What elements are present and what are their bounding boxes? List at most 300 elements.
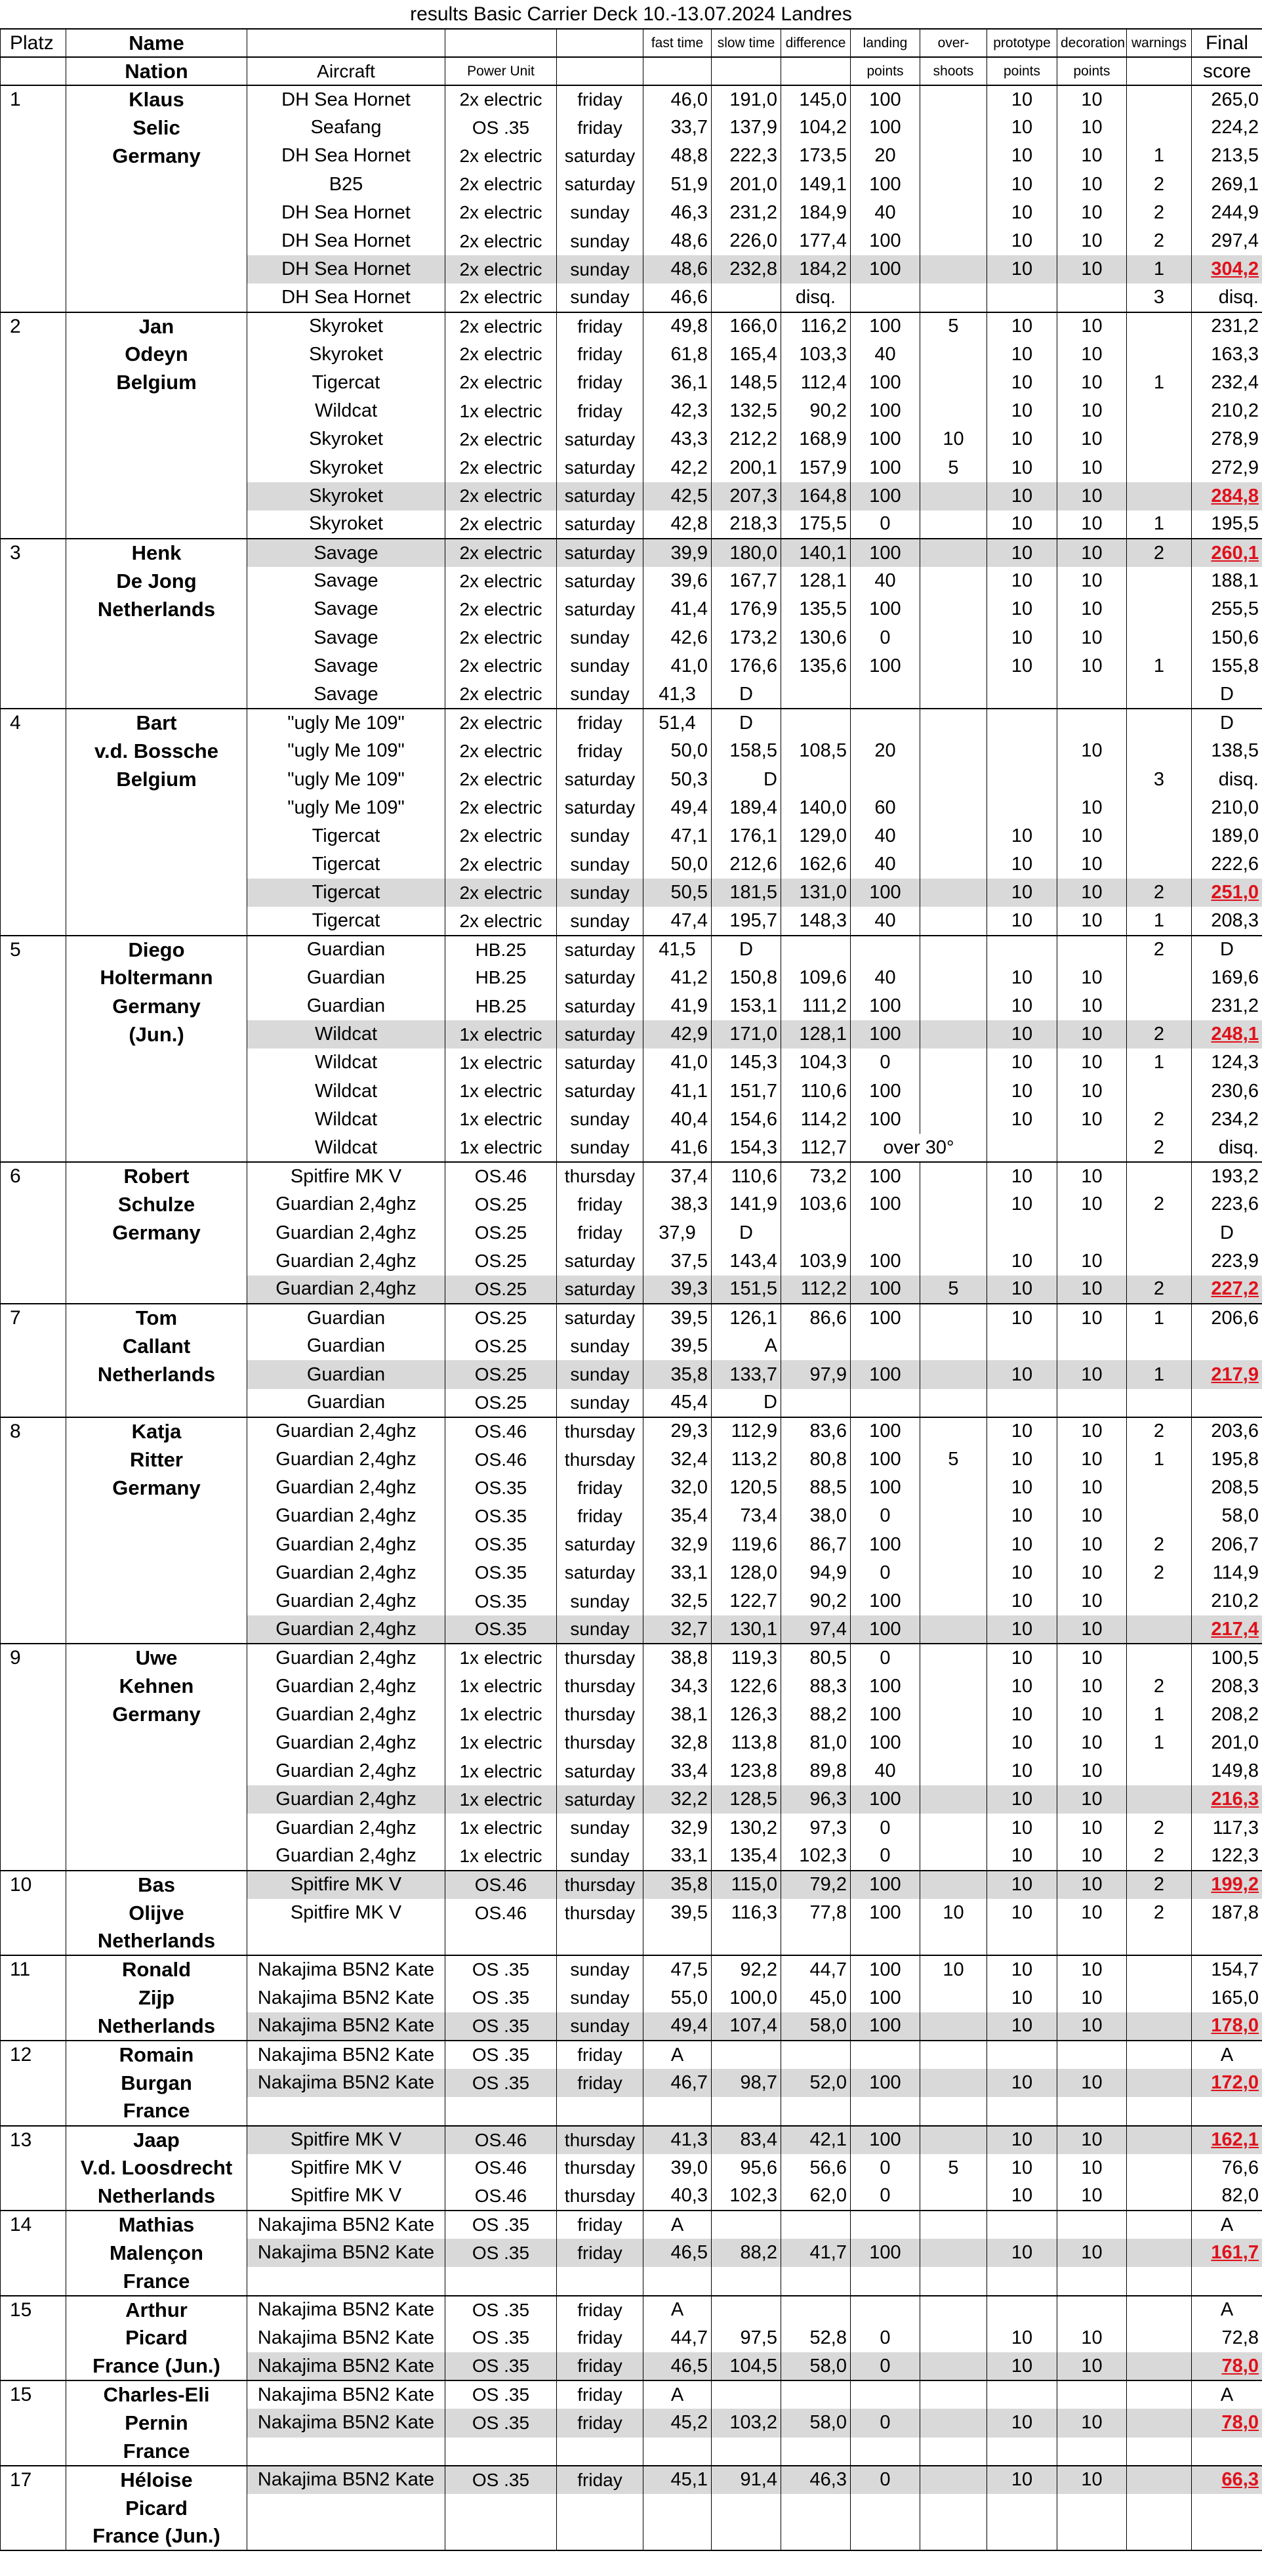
cell-decoration-points: 10 <box>1057 595 1127 623</box>
cell-overshoots <box>920 2296 987 2324</box>
cell-platz <box>1 341 66 369</box>
cell-final-score: 208,2 <box>1192 1701 1262 1729</box>
cell-aircraft: Wildcat <box>247 397 445 425</box>
cell-slow-time: 128,0 <box>712 1559 781 1587</box>
cell-decoration-points <box>1057 2494 1127 2522</box>
cell-platz <box>1 1502 66 1530</box>
cell-warnings: 2 <box>1127 936 1192 964</box>
cell-fast-time: 46,0 <box>643 85 712 114</box>
cell-decoration-points: 10 <box>1057 2182 1127 2211</box>
cell-day: friday <box>557 2409 643 2437</box>
cell-slow-time: A <box>712 1332 781 1360</box>
cell-power-unit: OS.35 <box>445 1531 557 1559</box>
cell-prototype-points: 10 <box>987 1587 1057 1615</box>
cell-name <box>66 283 247 312</box>
cell-day: friday <box>557 1190 643 1218</box>
cell-fast-time <box>643 2097 712 2125</box>
cell-overshoots: 5 <box>920 2154 987 2182</box>
cell-power-unit: 2x electric <box>445 199 557 227</box>
cell-day: sunday <box>557 680 643 709</box>
cell-slow-time: D <box>712 1219 781 1247</box>
cell-platz <box>1 2438 66 2466</box>
cell-difference: 149,1 <box>781 171 851 199</box>
cell-difference: 88,3 <box>781 1672 851 1701</box>
cell-warnings <box>1127 425 1192 453</box>
cell-decoration-points: 10 <box>1057 567 1127 595</box>
cell-power-unit: 2x electric <box>445 283 557 312</box>
cell-overshoots <box>920 171 987 199</box>
cell-power-unit: 2x electric <box>445 312 557 341</box>
cell-difference: 112,4 <box>781 369 851 397</box>
cell-aircraft: Nakajima B5N2 Kate <box>247 1955 445 1984</box>
cell-decoration-points: 10 <box>1057 369 1127 397</box>
cell-warnings <box>1127 1984 1192 2012</box>
cell-platz: 15 <box>1 2296 66 2324</box>
cell-name <box>66 1615 247 1644</box>
cell-slow-time: 145,3 <box>712 1049 781 1077</box>
cell-landing-points <box>851 1332 920 1360</box>
cell-warnings <box>1127 1955 1192 1984</box>
cell-prototype-points <box>987 2438 1057 2466</box>
table-row <box>1 2041 1262 2069</box>
cell-power-unit: 2x electric <box>445 142 557 170</box>
cell-day: friday <box>557 369 643 397</box>
cell-warnings: 1 <box>1127 1304 1192 1332</box>
cell-day: sunday <box>557 907 643 935</box>
cell-power-unit: OS .35 <box>445 2352 557 2380</box>
cell-fast-time <box>643 2522 712 2550</box>
cell-name: Bart <box>66 709 247 737</box>
cell-warnings: 2 <box>1127 1842 1192 1871</box>
cell-difference: 89,8 <box>781 1757 851 1785</box>
cell-aircraft: DH Sea Hornet <box>247 142 445 170</box>
cell-power-unit: 2x electric <box>445 794 557 822</box>
cell-decoration-points: 10 <box>1057 142 1127 170</box>
cell-day: thursday <box>557 1417 643 1445</box>
cell-landing-points <box>851 2211 920 2239</box>
cell-aircraft <box>247 2097 445 2125</box>
cell-decoration-points <box>1057 1219 1127 1247</box>
cell-fast-time: 49,4 <box>643 2012 712 2041</box>
cell-prototype-points: 10 <box>987 2126 1057 2154</box>
cell-slow-time: 191,0 <box>712 85 781 114</box>
cell-prototype-points: 10 <box>987 624 1057 652</box>
cell-final-score: 82,0 <box>1192 2182 1262 2211</box>
cell-difference: 184,9 <box>781 199 851 227</box>
cell-warnings: 1 <box>1127 1445 1192 1474</box>
cell-aircraft: Tigercat <box>247 907 445 935</box>
cell-name <box>66 482 247 510</box>
cell-landing-points <box>851 2380 920 2409</box>
cell-name: France <box>66 2097 247 2125</box>
cell-overshoots <box>920 114 987 142</box>
cell-final-score: 244,9 <box>1192 199 1262 227</box>
cell-prototype-points: 10 <box>987 1814 1057 1842</box>
cell-decoration-points: 10 <box>1057 227 1127 255</box>
cell-day: sunday <box>557 1332 643 1360</box>
cell-fast-time <box>643 1927 712 1955</box>
cell-day: sunday <box>557 255 643 283</box>
cell-prototype-points: 10 <box>987 1729 1057 1757</box>
cell-final-score: 201,0 <box>1192 1729 1262 1757</box>
cell-difference <box>781 680 851 709</box>
cell-decoration-points: 10 <box>1057 2352 1127 2380</box>
cell-landing-points: 100 <box>851 2012 920 2041</box>
cell-power-unit: OS .35 <box>445 2069 557 2097</box>
cell-decoration-points: 10 <box>1057 2239 1127 2267</box>
cell-aircraft: Skyroket <box>247 425 445 453</box>
cell-difference: 88,5 <box>781 1474 851 1502</box>
cell-overshoots <box>920 539 987 567</box>
cell-fast-time: 50,0 <box>643 850 712 879</box>
cell-overshoots <box>920 1785 987 1814</box>
header-prototype-points: points <box>987 57 1057 85</box>
cell-fast-time: 37,9 <box>643 1219 712 1247</box>
cell-landing-points: 100 <box>851 1162 920 1190</box>
table-row <box>1 1474 1262 1502</box>
cell-platz <box>1 1729 66 1757</box>
cell-slow-time: 176,1 <box>712 822 781 850</box>
cell-overshoots <box>920 936 987 964</box>
cell-overshoots <box>920 964 987 992</box>
cell-aircraft: Guardian <box>247 992 445 1020</box>
cell-landing-points <box>851 709 920 737</box>
cell-slow-time: D <box>712 936 781 964</box>
cell-warnings: 2 <box>1127 1417 1192 1445</box>
table-row <box>1 1955 1262 1984</box>
cell-name: Burgan <box>66 2069 247 2097</box>
cell-difference: 80,5 <box>781 1644 851 1672</box>
cell-overshoots <box>920 397 987 425</box>
cell-fast-time: 41,2 <box>643 964 712 992</box>
cell-slow-time: 95,6 <box>712 2154 781 2182</box>
cell-power-unit: HB.25 <box>445 964 557 992</box>
cell-slow-time: 231,2 <box>712 199 781 227</box>
cell-warnings <box>1127 1219 1192 1247</box>
cell-decoration-points: 10 <box>1057 992 1127 1020</box>
cell-day: saturday <box>557 510 643 539</box>
cell-slow-time: 112,9 <box>712 1417 781 1445</box>
cell-decoration-points: 10 <box>1057 1162 1127 1190</box>
cell-difference <box>781 1332 851 1360</box>
cell-decoration-points: 10 <box>1057 341 1127 369</box>
cell-decoration-points: 10 <box>1057 1531 1127 1559</box>
cell-day: friday <box>557 2380 643 2409</box>
cell-warnings <box>1127 2352 1192 2380</box>
cell-prototype-points <box>987 1219 1057 1247</box>
cell-aircraft: Spitfire MK V <box>247 1162 445 1190</box>
table-row <box>1 1389 1262 1417</box>
cell-slow-time <box>712 2296 781 2324</box>
cell-difference <box>781 766 851 794</box>
cell-difference: 130,6 <box>781 624 851 652</box>
cell-decoration-points: 10 <box>1057 1899 1127 1927</box>
cell-final-score: D <box>1192 1219 1262 1247</box>
cell-overshoots <box>920 737 987 765</box>
cell-prototype-points: 10 <box>987 2352 1057 2380</box>
cell-power-unit: 2x electric <box>445 539 557 567</box>
cell-fast-time: 45,2 <box>643 2409 712 2437</box>
cell-final-score: A <box>1192 2296 1262 2324</box>
cell-fast-time: 37,5 <box>643 1247 712 1276</box>
cell-power-unit: OS .35 <box>445 2041 557 2069</box>
cell-platz <box>1 1757 66 1785</box>
cell-platz <box>1 737 66 765</box>
table-row <box>1 255 1262 283</box>
cell-slow-time: 126,3 <box>712 1701 781 1729</box>
cell-landing-points: 100 <box>851 1672 920 1701</box>
table-row <box>1 2267 1262 2295</box>
table-row <box>1 1615 1262 1644</box>
cell-overshoots <box>920 2494 987 2522</box>
cell-warnings <box>1127 2097 1192 2125</box>
table-row <box>1 114 1262 142</box>
cell-day: friday <box>557 2296 643 2324</box>
cell-decoration-points <box>1057 1332 1127 1360</box>
cell-day: friday <box>557 1502 643 1530</box>
cell-final-score: 76,6 <box>1192 2154 1262 2182</box>
cell-warnings <box>1127 2154 1192 2182</box>
cell-aircraft: Savage <box>247 624 445 652</box>
cell-warnings: 2 <box>1127 1106 1192 1134</box>
cell-fast-time: 43,3 <box>643 425 712 453</box>
cell-prototype-points: 10 <box>987 1162 1057 1190</box>
cell-final-score: D <box>1192 680 1262 709</box>
cell-platz <box>1 1077 66 1106</box>
cell-slow-time <box>712 2438 781 2466</box>
cell-power-unit: HB.25 <box>445 936 557 964</box>
cell-power-unit: 2x electric <box>445 425 557 453</box>
cell-prototype-points: 10 <box>987 1672 1057 1701</box>
cell-platz <box>1 879 66 907</box>
cell-decoration-points: 10 <box>1057 397 1127 425</box>
cell-slow-time: 222,3 <box>712 142 781 170</box>
cell-landing-points: 100 <box>851 1077 920 1106</box>
cell-fast-time: 38,1 <box>643 1701 712 1729</box>
cell-warnings <box>1127 1332 1192 1360</box>
table-row <box>1 425 1262 453</box>
cell-platz: 8 <box>1 1417 66 1445</box>
cell-prototype-points <box>987 2267 1057 2295</box>
cell-prototype-points <box>987 2296 1057 2324</box>
header-final: Final <box>1192 29 1262 57</box>
cell-final-score <box>1192 1927 1262 1955</box>
cell-fast-time: 34,3 <box>643 1672 712 1701</box>
cell-final-score: 248,1 <box>1192 1020 1262 1049</box>
cell-prototype-points: 10 <box>987 2069 1057 2097</box>
cell-slow-time: 100,0 <box>712 1984 781 2012</box>
cell-prototype-points: 10 <box>987 1077 1057 1106</box>
cell-prototype-points: 10 <box>987 114 1057 142</box>
cell-warnings: 2 <box>1127 171 1192 199</box>
cell-decoration-points: 10 <box>1057 510 1127 539</box>
cell-platz <box>1 1134 66 1162</box>
cell-name <box>66 1247 247 1276</box>
cell-difference <box>781 2380 851 2409</box>
table-row <box>1 2211 1262 2239</box>
cell-platz <box>1 1049 66 1077</box>
cell-slow-time: 83,4 <box>712 2126 781 2154</box>
cell-overshoots <box>920 822 987 850</box>
cell-slow-time <box>712 2097 781 2125</box>
cell-overshoots <box>920 1049 987 1077</box>
cell-final-score: D <box>1192 709 1262 737</box>
cell-overshoots <box>920 879 987 907</box>
cell-day: thursday <box>557 1871 643 1899</box>
cell-slow-time: 165,4 <box>712 341 781 369</box>
cell-warnings <box>1127 1927 1192 1955</box>
cell-difference <box>781 2296 851 2324</box>
cell-platz: 1 <box>1 85 66 114</box>
cell-difference: 83,6 <box>781 1417 851 1445</box>
cell-landing-points: 100 <box>851 1190 920 1218</box>
cell-platz <box>1 1927 66 1955</box>
cell-final-score <box>1192 2097 1262 2125</box>
cell-warnings <box>1127 2296 1192 2324</box>
table-row <box>1 2182 1262 2211</box>
cell-landing-points: 40 <box>851 907 920 935</box>
cell-fast-time: 47,4 <box>643 907 712 935</box>
cell-platz <box>1 425 66 453</box>
cell-landing-points: 100 <box>851 2126 920 2154</box>
cell-power-unit: 2x electric <box>445 255 557 283</box>
cell-final-score <box>1192 2267 1262 2295</box>
cell-landing-points: 100 <box>851 1785 920 1814</box>
cell-difference <box>781 1219 851 1247</box>
cell-warnings <box>1127 1587 1192 1615</box>
cell-slow-time: 113,8 <box>712 1729 781 1757</box>
cell-aircraft: Guardian 2,4ghz <box>247 1190 445 1218</box>
cell-prototype-points: 10 <box>987 1417 1057 1445</box>
cell-prototype-points: 10 <box>987 652 1057 680</box>
cell-difference: 103,6 <box>781 1190 851 1218</box>
cell-name: Arthur <box>66 2296 247 2324</box>
cell-prototype-points: 10 <box>987 1871 1057 1899</box>
cell-fast-time: 37,4 <box>643 1162 712 1190</box>
cell-difference: 94,9 <box>781 1559 851 1587</box>
cell-power-unit: 1x electric <box>445 1134 557 1162</box>
cell-slow-time: 153,1 <box>712 992 781 1020</box>
cell-name <box>66 1729 247 1757</box>
cell-decoration-points <box>1057 766 1127 794</box>
cell-warnings: 1 <box>1127 1360 1192 1388</box>
cell-slow-time: 143,4 <box>712 1247 781 1276</box>
cell-name <box>66 850 247 879</box>
cell-prototype-points: 10 <box>987 453 1057 482</box>
table-row <box>1 1927 1262 1955</box>
cell-power-unit <box>445 2494 557 2522</box>
cell-decoration-points: 10 <box>1057 1701 1127 1729</box>
cell-prototype-points <box>987 1332 1057 1360</box>
cell-fast-time: 35,8 <box>643 1871 712 1899</box>
cell-prototype-points: 10 <box>987 1049 1057 1077</box>
table-row <box>1 1842 1262 1871</box>
table-row <box>1 1106 1262 1134</box>
table-row <box>1 2296 1262 2324</box>
cell-fast-time: 40,3 <box>643 2182 712 2211</box>
cell-platz <box>1 283 66 312</box>
cell-platz: 13 <box>1 2126 66 2154</box>
cell-prototype-points: 10 <box>987 255 1057 283</box>
cell-warnings <box>1127 341 1192 369</box>
cell-final-score: 78,0 <box>1192 2352 1262 2380</box>
cell-day: friday <box>557 312 643 341</box>
cell-difference: 129,0 <box>781 822 851 850</box>
cell-decoration-points <box>1057 1389 1127 1417</box>
cell-overshoots <box>920 1615 987 1644</box>
cell-difference <box>781 2267 851 2295</box>
cell-slow-time: 141,9 <box>712 1190 781 1218</box>
cell-fast-time <box>643 2438 712 2466</box>
cell-decoration-points: 10 <box>1057 453 1127 482</box>
cell-final-score: 114,9 <box>1192 1559 1262 1587</box>
cell-power-unit: 2x electric <box>445 737 557 765</box>
cell-overshoots <box>920 1247 987 1276</box>
cell-decoration-points <box>1057 709 1127 737</box>
cell-landing-points <box>851 2522 920 2550</box>
cell-slow-time: 212,6 <box>712 850 781 879</box>
table-row <box>1 1219 1262 1247</box>
cell-decoration-points <box>1057 2097 1127 2125</box>
cell-overshoots <box>920 1417 987 1445</box>
cell-overshoots <box>920 255 987 283</box>
table-row <box>1 1417 1262 1445</box>
cell-overshoots <box>920 1389 987 1417</box>
cell-power-unit: 1x electric <box>445 1842 557 1871</box>
cell-overshoots <box>920 1984 987 2012</box>
cell-slow-time: D <box>712 766 781 794</box>
cell-day: sunday <box>557 1955 643 1984</box>
cell-warnings <box>1127 709 1192 737</box>
cell-name: Zijp <box>66 1984 247 2012</box>
cell-slow-time: 150,8 <box>712 964 781 992</box>
cell-fast-time: 35,4 <box>643 1502 712 1530</box>
cell-slow-time: 126,1 <box>712 1304 781 1332</box>
cell-decoration-points: 10 <box>1057 1729 1127 1757</box>
cell-prototype-points: 10 <box>987 907 1057 935</box>
header-decoration-points: points <box>1057 57 1127 85</box>
cell-name <box>66 1785 247 1814</box>
cell-fast-time: 32,4 <box>643 1445 712 1474</box>
cell-power-unit: 1x electric <box>445 1106 557 1134</box>
cell-aircraft: Nakajima B5N2 Kate <box>247 2069 445 2097</box>
cell-warnings <box>1127 1615 1192 1644</box>
header-landing: landing <box>851 29 920 57</box>
cell-fast-time: 39,6 <box>643 567 712 595</box>
cell-aircraft: DH Sea Hornet <box>247 283 445 312</box>
table-row <box>1 1020 1262 1049</box>
cell-name <box>66 1389 247 1417</box>
cell-fast-time: 55,0 <box>643 1984 712 2012</box>
cell-decoration-points: 10 <box>1057 2154 1127 2182</box>
cell-name: Netherlands <box>66 595 247 623</box>
cell-overshoots <box>920 1729 987 1757</box>
cell-slow-time: 102,3 <box>712 2182 781 2211</box>
cell-aircraft: Nakajima B5N2 Kate <box>247 2352 445 2380</box>
cell-prototype-points <box>987 2097 1057 2125</box>
cell-slow-time: D <box>712 680 781 709</box>
cell-landing-points: 100 <box>851 1701 920 1729</box>
cell-overshoots <box>920 2069 987 2097</box>
cell-landing-points <box>851 2494 920 2522</box>
cell-power-unit: 2x electric <box>445 595 557 623</box>
cell-platz <box>1 907 66 935</box>
table-row <box>1 482 1262 510</box>
cell-decoration-points: 10 <box>1057 1559 1127 1587</box>
header-difference: difference <box>781 29 851 57</box>
cell-decoration-points: 10 <box>1057 2126 1127 2154</box>
cell-decoration-points: 10 <box>1057 1049 1127 1077</box>
